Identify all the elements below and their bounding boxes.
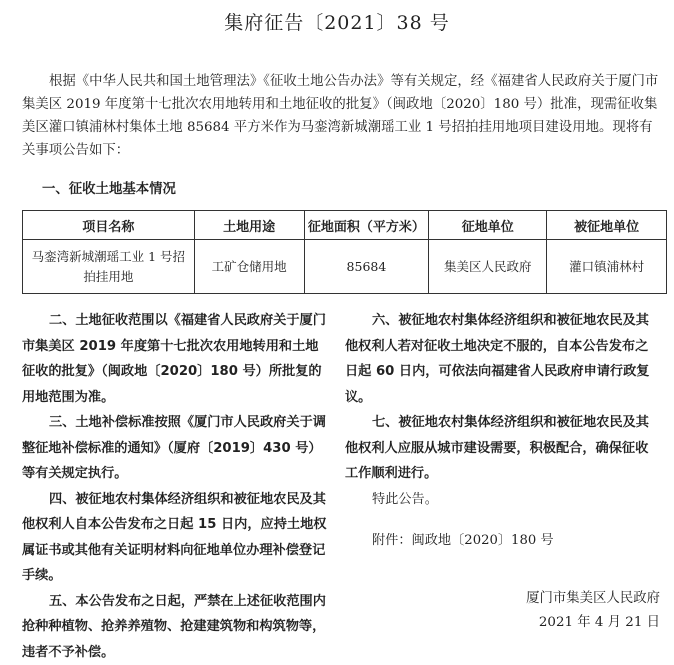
attachment-note: 附件：闽政地〔2020〕180 号 — [345, 528, 660, 554]
table-row — [23, 240, 667, 294]
right-column — [345, 308, 660, 554]
section-7-paragraph: 七、被征地农村集体经济组织和被征地农民及其他权利人应服从城市建设需要，积极配合，确保征收工作顺利进行。 — [345, 410, 660, 487]
section-6-paragraph: 六、被征地农村集体经济组织和被征地农民及其他权利人若对征收土地决定不服的，自本公告发布之日起 60 日内，可依法向福建省人民政府申请行政复议。 — [345, 308, 660, 410]
cell-land-use: 工矿仓储用地 — [194, 240, 304, 294]
issue-date: 2021 年 4 月 21 日 — [539, 611, 660, 630]
signatory: 厦门市集美区人民政府 — [526, 587, 660, 606]
section-1-title: 一、征收土地基本情况 — [42, 178, 176, 197]
section-3-paragraph: 三、土地补偿标准按照《厦门市人民政府关于调整征地补偿标准的通知》（厦府〔2019〕430 号）等有关规定执行。 — [22, 410, 328, 487]
intro-paragraph: 根据《中华人民共和国土地管理法》《征收土地公告办法》等有关规定，经《福建省人民政府关于厦门市集美区 2019 年度第十七批次农用地转用和土地征收的批复》（闽政地〔2020〕180 号）批准，现需征收集美区灌口镇浦林村集体土地 85684 平方米作为马銮湾新城潮瑶工业 1 号招拍挂用地项目建设用地。现将有关事项公告如下： — [22, 70, 662, 162]
section-4-paragraph: 四、被征地农村集体经济组织和被征地农民及其他权利人自本公告发布之日起 15 日内，应持土地权属证书或其他有关证明材料向征地单位办理补偿登记手续。 — [22, 487, 328, 589]
cell-acquired-unit: 灌口镇浦林村 — [547, 240, 667, 294]
section-5-paragraph: 五、本公告发布之日起，严禁在上述征收范围内抢种种植物、抢养养殖物、抢建建筑物和构筑物等，违者不予补偿。 — [22, 589, 328, 665]
header-area: 征地面积（平方米） — [304, 211, 429, 240]
section-2-paragraph: 二、土地征收范围以《福建省人民政府关于厦门市集美区 2019 年度第十七批次农用地转用和土地征收的批复》（闽政地〔2020〕180 号）所批复的用地范围为准。 — [22, 308, 328, 410]
land-info-table — [22, 210, 667, 294]
cell-acquiring-unit: 集美区人民政府 — [429, 240, 547, 294]
table-header-row — [23, 211, 667, 240]
header-acquiring-unit: 征地单位 — [429, 211, 547, 240]
closing-text: 特此公告。 — [345, 487, 660, 513]
cell-project-name: 马銮湾新城潮瑶工业 1 号招拍挂用地 — [23, 240, 195, 294]
document-number: 集府征告〔2021〕38 号 — [0, 8, 674, 35]
header-land-use: 土地用途 — [194, 211, 304, 240]
header-acquired-unit: 被征地单位 — [547, 211, 667, 240]
header-project-name: 项目名称 — [23, 211, 195, 240]
left-column — [22, 308, 328, 665]
cell-area: 85684 — [304, 240, 429, 294]
